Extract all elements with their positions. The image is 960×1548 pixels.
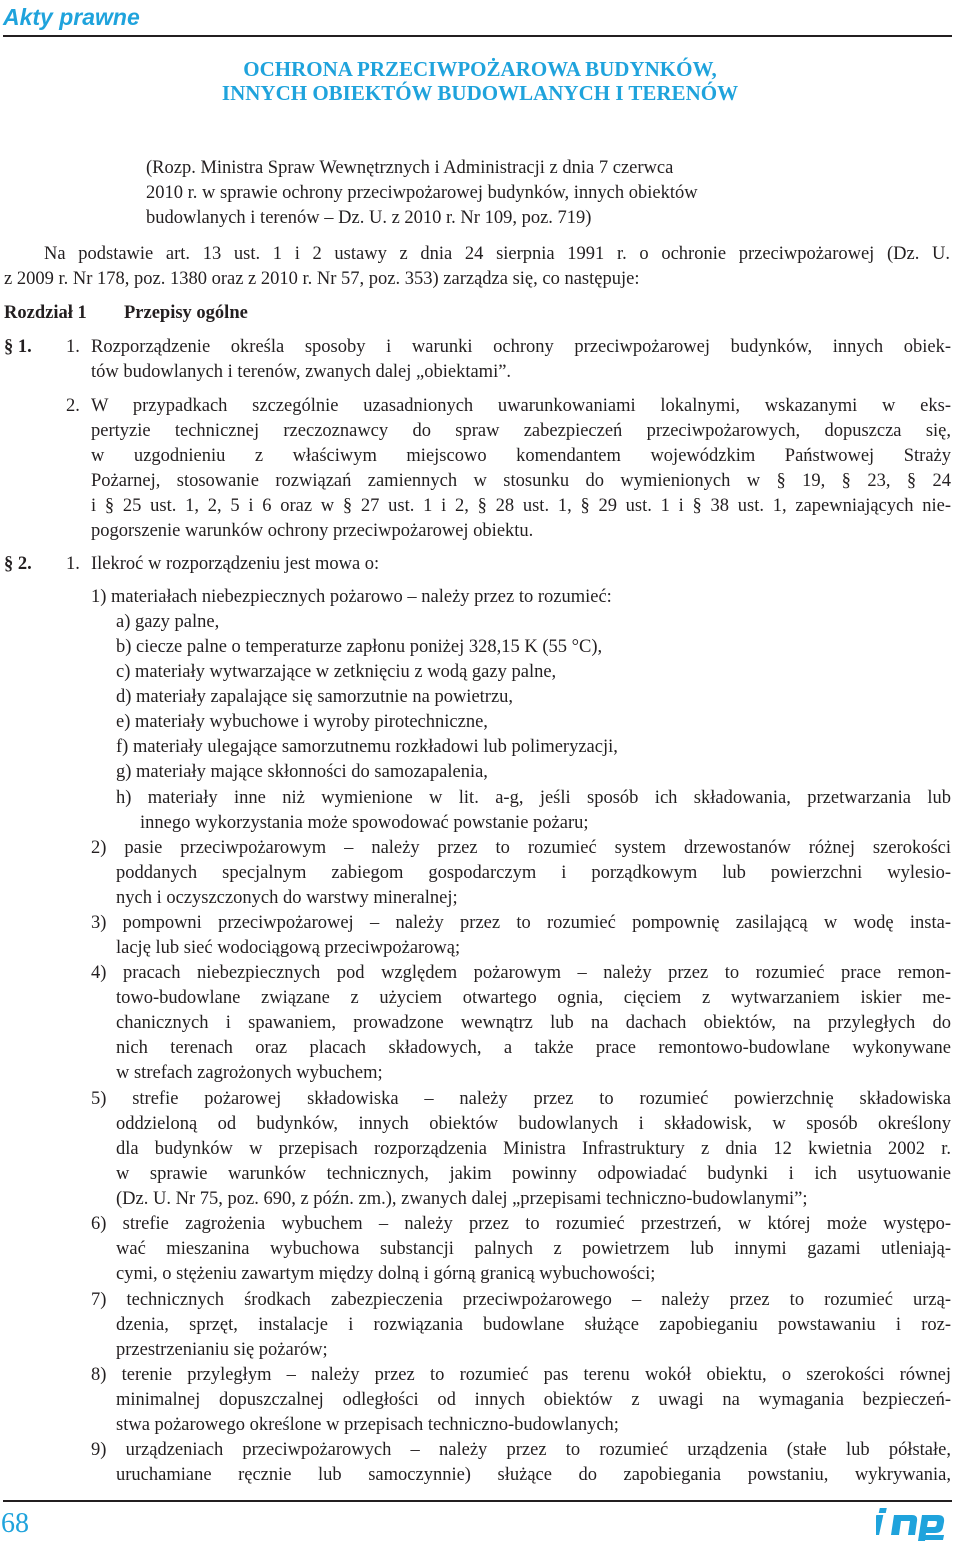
s2-item-5-line-4: w sprawie warunków technicznych, jakim powinny odpowiadać budynki i ich usytuowanie <box>116 1164 951 1184</box>
s1-p1-line-1: Rozporządzenie określa sposoby i warunki ochrony przeciwpożarowej budynków, innych obiek- <box>91 337 951 357</box>
s2-item-1h: h) materiały inne niż wymienione w lit. a-g, jeśli sposób ich składowania, przetwarzania lub <box>116 788 951 808</box>
s2-item-7-line-2: dzenia, sprzęt, instalacje i rozwiązania budowlane służące zapobieganiu powstawaniu i roz- <box>116 1315 951 1335</box>
s2-paragraph-1-number: 1. <box>66 554 80 574</box>
basis-line-1: Na podstawie art. 13 ust. 1 i 2 ustawy z dnia 24 sierpnia 1991 r. o ochronie przeciwpożarowej (Dz. U. <box>44 244 950 264</box>
source-line-2: 2010 r. w sprawie ochrony przeciwpożarowej budynków, innych obiektów <box>146 183 698 203</box>
publisher-logo-icon <box>876 1507 952 1541</box>
s1-p2-line-3: w uzgodnieniu z właściwym miejscowo komendantem wojewódzkim Państwowej Straży <box>91 446 951 466</box>
s1-p2-line-4: Pożarnej, stosowanie rozwiązań zamiennych w stosunku do wymienionych w § 19, § 23, § 24 <box>91 471 951 491</box>
s2-item-1h-cont: innego wykorzystania może spowodować powstanie pożaru; <box>140 813 589 833</box>
s1-p2-line-2: pertyzie technicznej rzeczoznawcy do spraw zabezpieczeń przeciwpożarowych, dopuszcza się, <box>91 421 951 441</box>
section-2-mark: § 2. <box>4 554 32 574</box>
footer-rule <box>3 1500 952 1502</box>
s2-item-9-line-2: uruchamiane ręcznie lub samoczynnie) służące do zapobiegania powstaniu, wykrywania, <box>116 1465 951 1485</box>
s2-item-6-line-1: 6) strefie zagrożenia wybuchem – należy przez to rozumieć przestrzeń, w której może występo- <box>91 1214 951 1234</box>
s2-item-1e: e) materiały wybuchowe i wyroby pirotechniczne, <box>116 712 488 732</box>
s1-p1-line-2: tów budowlanych i terenów, zwanych dalej „obiektami”. <box>91 362 512 382</box>
s2-item-4-line-2: towo-budowlane związane z użyciem otwartego ognia, cięciem z wytwarzaniem iskier me- <box>116 988 951 1008</box>
s2-item-2-line-3: nych i oczyszczonych do warstwy mineralnej; <box>116 888 458 908</box>
s2-item-1b: b) ciecze palne o temperaturze zapłonu poniżej 328,15 K (55 °C), <box>116 637 603 657</box>
s2-item-5-line-2: oddzieloną od budynków, innych obiektów budowlanych i składowisk, w sposób określony <box>116 1114 951 1134</box>
s2-item-1f: f) materiały ulegające samorzutnemu rozkładowi lub polimeryzacji, <box>116 737 618 757</box>
s2-item-4-line-5: w strefach zagrożonych wybuchem; <box>116 1063 383 1083</box>
s2-item-7-line-1: 7) technicznych środkach zabezpieczenia przeciwpożarowego – należy przez to rozumieć urzą- <box>91 1290 951 1310</box>
s2-item-5-line-3: dla budynków w przepisach rozporządzenia Ministra Infrastruktury z dnia 12 kwietnia 2002 r. <box>116 1139 951 1159</box>
document-title-line-2: INNYCH OBIEKTÓW BUDOWLANYCH I TERENÓW <box>221 81 739 105</box>
s2-p1-lead: Ilekroć w rozporządzeniu jest mowa o: <box>91 554 380 574</box>
s1-paragraph-2-number: 2. <box>66 396 80 416</box>
page-number: 68 <box>1 1508 29 1539</box>
s2-item-7-line-3: przestrzenianiu się pożarów; <box>116 1340 328 1360</box>
s2-item-2-line-1: 2) pasie przeciwpożarowym – należy przez to rozumieć system drzewostanów różnej szerokości <box>91 838 951 858</box>
s2-item-4-line-3: chanicznych i spawaniem, prowadzone wewnątrz lub na dachach obiektów, na przyległych do <box>116 1013 951 1033</box>
s2-item-5-line-1: 5) strefie pożarowej składowiska – należy przez to rozumieć powierzchnię składowiska <box>91 1089 951 1109</box>
s2-item-1d: d) materiały zapalające się samorzutnie na powietrzu, <box>116 687 514 707</box>
s2-item-9-line-1: 9) urządzeniach przeciwpożarowych – należy przez to rozumieć urządzenia (stałe lub półstałe, <box>91 1440 951 1460</box>
s2-item-3-line-2: lację lub sieć wodociągową przeciwpożarową; <box>116 938 461 958</box>
section-1-mark: § 1. <box>4 337 32 357</box>
s2-item-8-line-2: minimalnej dopuszczalnej odległości od innych obiektów z uwagi na wymagania bezpieczeń- <box>116 1390 951 1410</box>
source-line-1: (Rozp. Ministra Spraw Wewnętrznych i Administracji z dnia 7 czerwca <box>146 158 674 178</box>
s2-item-4-line-1: 4) pracach niebezpiecznych pod względem pożarowym – należy przez to rozumieć prace remon- <box>91 963 951 983</box>
s1-p2-line-1: W przypadkach szczególnie uzasadnionych uwarunkowaniami lokalnymi, wskazanymi w eks- <box>91 396 951 416</box>
s2-item-3-line-1: 3) pompowni przeciwpożarowej – należy przez to rozumieć pompownię zasilającą w wodę insta- <box>91 913 951 933</box>
basis-line-2: z 2009 r. Nr 178, poz. 1380 oraz z 2010 r. Nr 57, poz. 353) zarządza się, co następuje: <box>4 269 640 289</box>
s2-item-8-line-3: stwa pożarowego określone w przepisach techniczno-budowlanych; <box>116 1415 619 1435</box>
s2-item-8-line-1: 8) terenie przyległym – należy przez to rozumieć pas terenu wokół obiektu, o szerokości równej <box>91 1365 951 1385</box>
s2-item-4-line-4: nich terenach oraz placach składowych, a także prace remontowo-budowlane wykonywane <box>116 1038 951 1058</box>
source-line-3: budowlanych i terenów – Dz. U. z 2010 r. Nr 109, poz. 719) <box>146 208 592 228</box>
s2-item-2-line-2: poddanych specjalnym zabiegom gospodarczym i porządkowym lub powierzchni wylesio- <box>116 863 951 883</box>
section-label: Akty prawne <box>3 4 140 30</box>
header-rule <box>3 35 952 37</box>
s2-item-1g: g) materiały mające skłonności do samozapalenia, <box>116 762 488 782</box>
s2-item-1c: c) materiały wytwarzające w zetknięciu z wodą gazy palne, <box>116 662 557 682</box>
s1-p2-line-5: i § 25 ust. 1, 2, 5 i 6 oraz w § 27 ust. 1 i 2, § 28 ust. 1, § 29 ust. 1 i § 38 ust. 1, zapewniających nie- <box>91 496 951 516</box>
s1-p2-line-6: pogorszenie warunków ochrony przeciwpożarowej obiektu. <box>91 521 534 541</box>
document-title-line-1: OCHRONA PRZECIWPOŻAROWA BUDYNKÓW, <box>243 57 717 81</box>
chapter-title: Przepisy ogólne <box>124 303 248 323</box>
s2-item-5-line-5: (Dz. U. Nr 75, poz. 690, z późn. zm.), zwanych dalej „przepisami techniczno-budowlanymi”; <box>116 1189 808 1209</box>
s2-item-1a: a) gazy palne, <box>116 612 220 632</box>
s2-item-1: 1) materiałach niebezpiecznych pożarowo – należy przez to rozumieć: <box>91 587 612 607</box>
s1-paragraph-1-number: 1. <box>66 337 80 357</box>
chapter-number: Rozdział 1 <box>4 303 87 323</box>
s2-item-6-line-2: wać mieszanina wybuchowa substancji palnych z powietrzem lub innymi gazami utleniają- <box>116 1239 951 1259</box>
s2-item-6-line-3: cymi, o stężeniu zawartym między dolną i górną granicą wybuchowości; <box>116 1264 656 1284</box>
